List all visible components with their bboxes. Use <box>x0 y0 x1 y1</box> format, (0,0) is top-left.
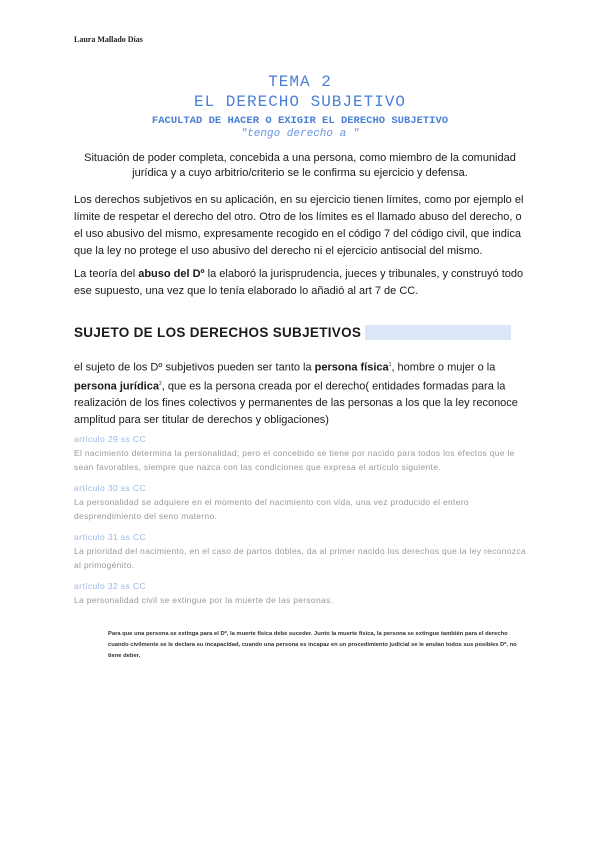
text-span: el sujeto de los Dº subjetivos pueden ser tanto la <box>74 361 315 374</box>
bold-term: abuso del Dº <box>138 268 205 280</box>
article-title: artículo 30 ss CC <box>74 483 146 493</box>
paragraph-subjects <box>74 357 529 428</box>
definition-text: Situación de poder completa, concebida a una persona, como miembro de la comunidad jurídica y a cuyo arbitrio/criterio se le confirma su ejercicio y defensa. <box>84 152 516 179</box>
title-block <box>0 72 600 141</box>
article-text: El nacimiento determina la personalidad; pero el concebido se tiene por nacido para todos los efectos que le sean favorables, siempre que nazca con las condiciones que expresa el artículo siguiente. <box>74 448 515 472</box>
page-subtitle: FACULTAD DE HACER O EXIGIR EL DERECHO SUBJETIVO <box>151 115 449 127</box>
bold-term: persona física <box>314 361 389 374</box>
article-item <box>74 580 529 607</box>
topic-number: TEMA 2 <box>268 73 332 91</box>
article-title: artículo 31 ss CC <box>74 532 146 542</box>
paragraph-limits: Los derechos subjetivos en su aplicación, en su ejercicio tienen límites, como por ejemplo el límite de respetar el derecho del otro. Otro de los límites es el llamado abuso del derecho, o el uso abusivo del mismo, expresamente recogido en el código 7 del código civil, que indica que la ley no protege el uso abusivo del derecho ni el ejercicio antisocial del mismo. <box>74 194 524 257</box>
section-title-text: SUJETO DE LOS DERECHOS SUBJETIVOS <box>74 325 362 340</box>
article-item <box>74 433 529 474</box>
footnote-text: Para que una persona se extinga para el Dº, la muerte física debe suceder. Junto la muerte física, la persona se extingue también para el derecho cuando civilmente se le declara su incapacidad, cuando una persona es incapaz en un procedimiento judicial se le anulan todos sus posibles Dº, no tiene deber. <box>108 631 517 659</box>
bold-term: persona jurídica <box>74 380 159 393</box>
author-name: Laura Mallado Días <box>74 35 143 44</box>
highlight-bar <box>365 325 511 340</box>
footnote-ref: 1 <box>388 362 392 368</box>
text-span: la elaboró la jurisprudencia, jueces y tribunales, y construyó todo ese supuesto, una vez que lo tenía elaborado lo añadió al art 7 de CC. <box>74 268 524 297</box>
text-span: , hombre o mujer o la <box>391 361 496 374</box>
page-title: EL DERECHO SUBJETIVO <box>193 93 407 111</box>
section-heading <box>74 325 511 340</box>
article-text: La prioridad del nacimiento, en el caso de partos dobles, da al primer nacido los derechos que la ley reconozca al primogénito. <box>74 546 526 570</box>
article-list <box>74 433 529 615</box>
article-item <box>74 482 529 523</box>
article-item <box>74 531 529 572</box>
article-text: La personalidad se adquiere en el momento del nacimiento con vida, una vez producido el entero desprendimiento del seno materno. <box>74 497 469 521</box>
article-title: artículo 32 ss CC <box>74 581 146 591</box>
text-span: , que es la persona creada por el derecho( entidades formadas para la realización de los fines colectivos y permanentes de las personas a los que la ley reconoce amplitud para ser titular de derechos y obligaciones) <box>74 380 518 426</box>
footnote-ref: 2 <box>158 381 162 388</box>
paragraph-abuse-theory <box>74 266 529 300</box>
text-span: La teoría del <box>74 268 139 280</box>
article-title: artículo 29 ss CC <box>74 434 146 444</box>
article-text: La personalidad civil se extingue por la muerte de las personas. <box>74 595 334 605</box>
title-quote: "tengo derecho a " <box>240 128 360 140</box>
